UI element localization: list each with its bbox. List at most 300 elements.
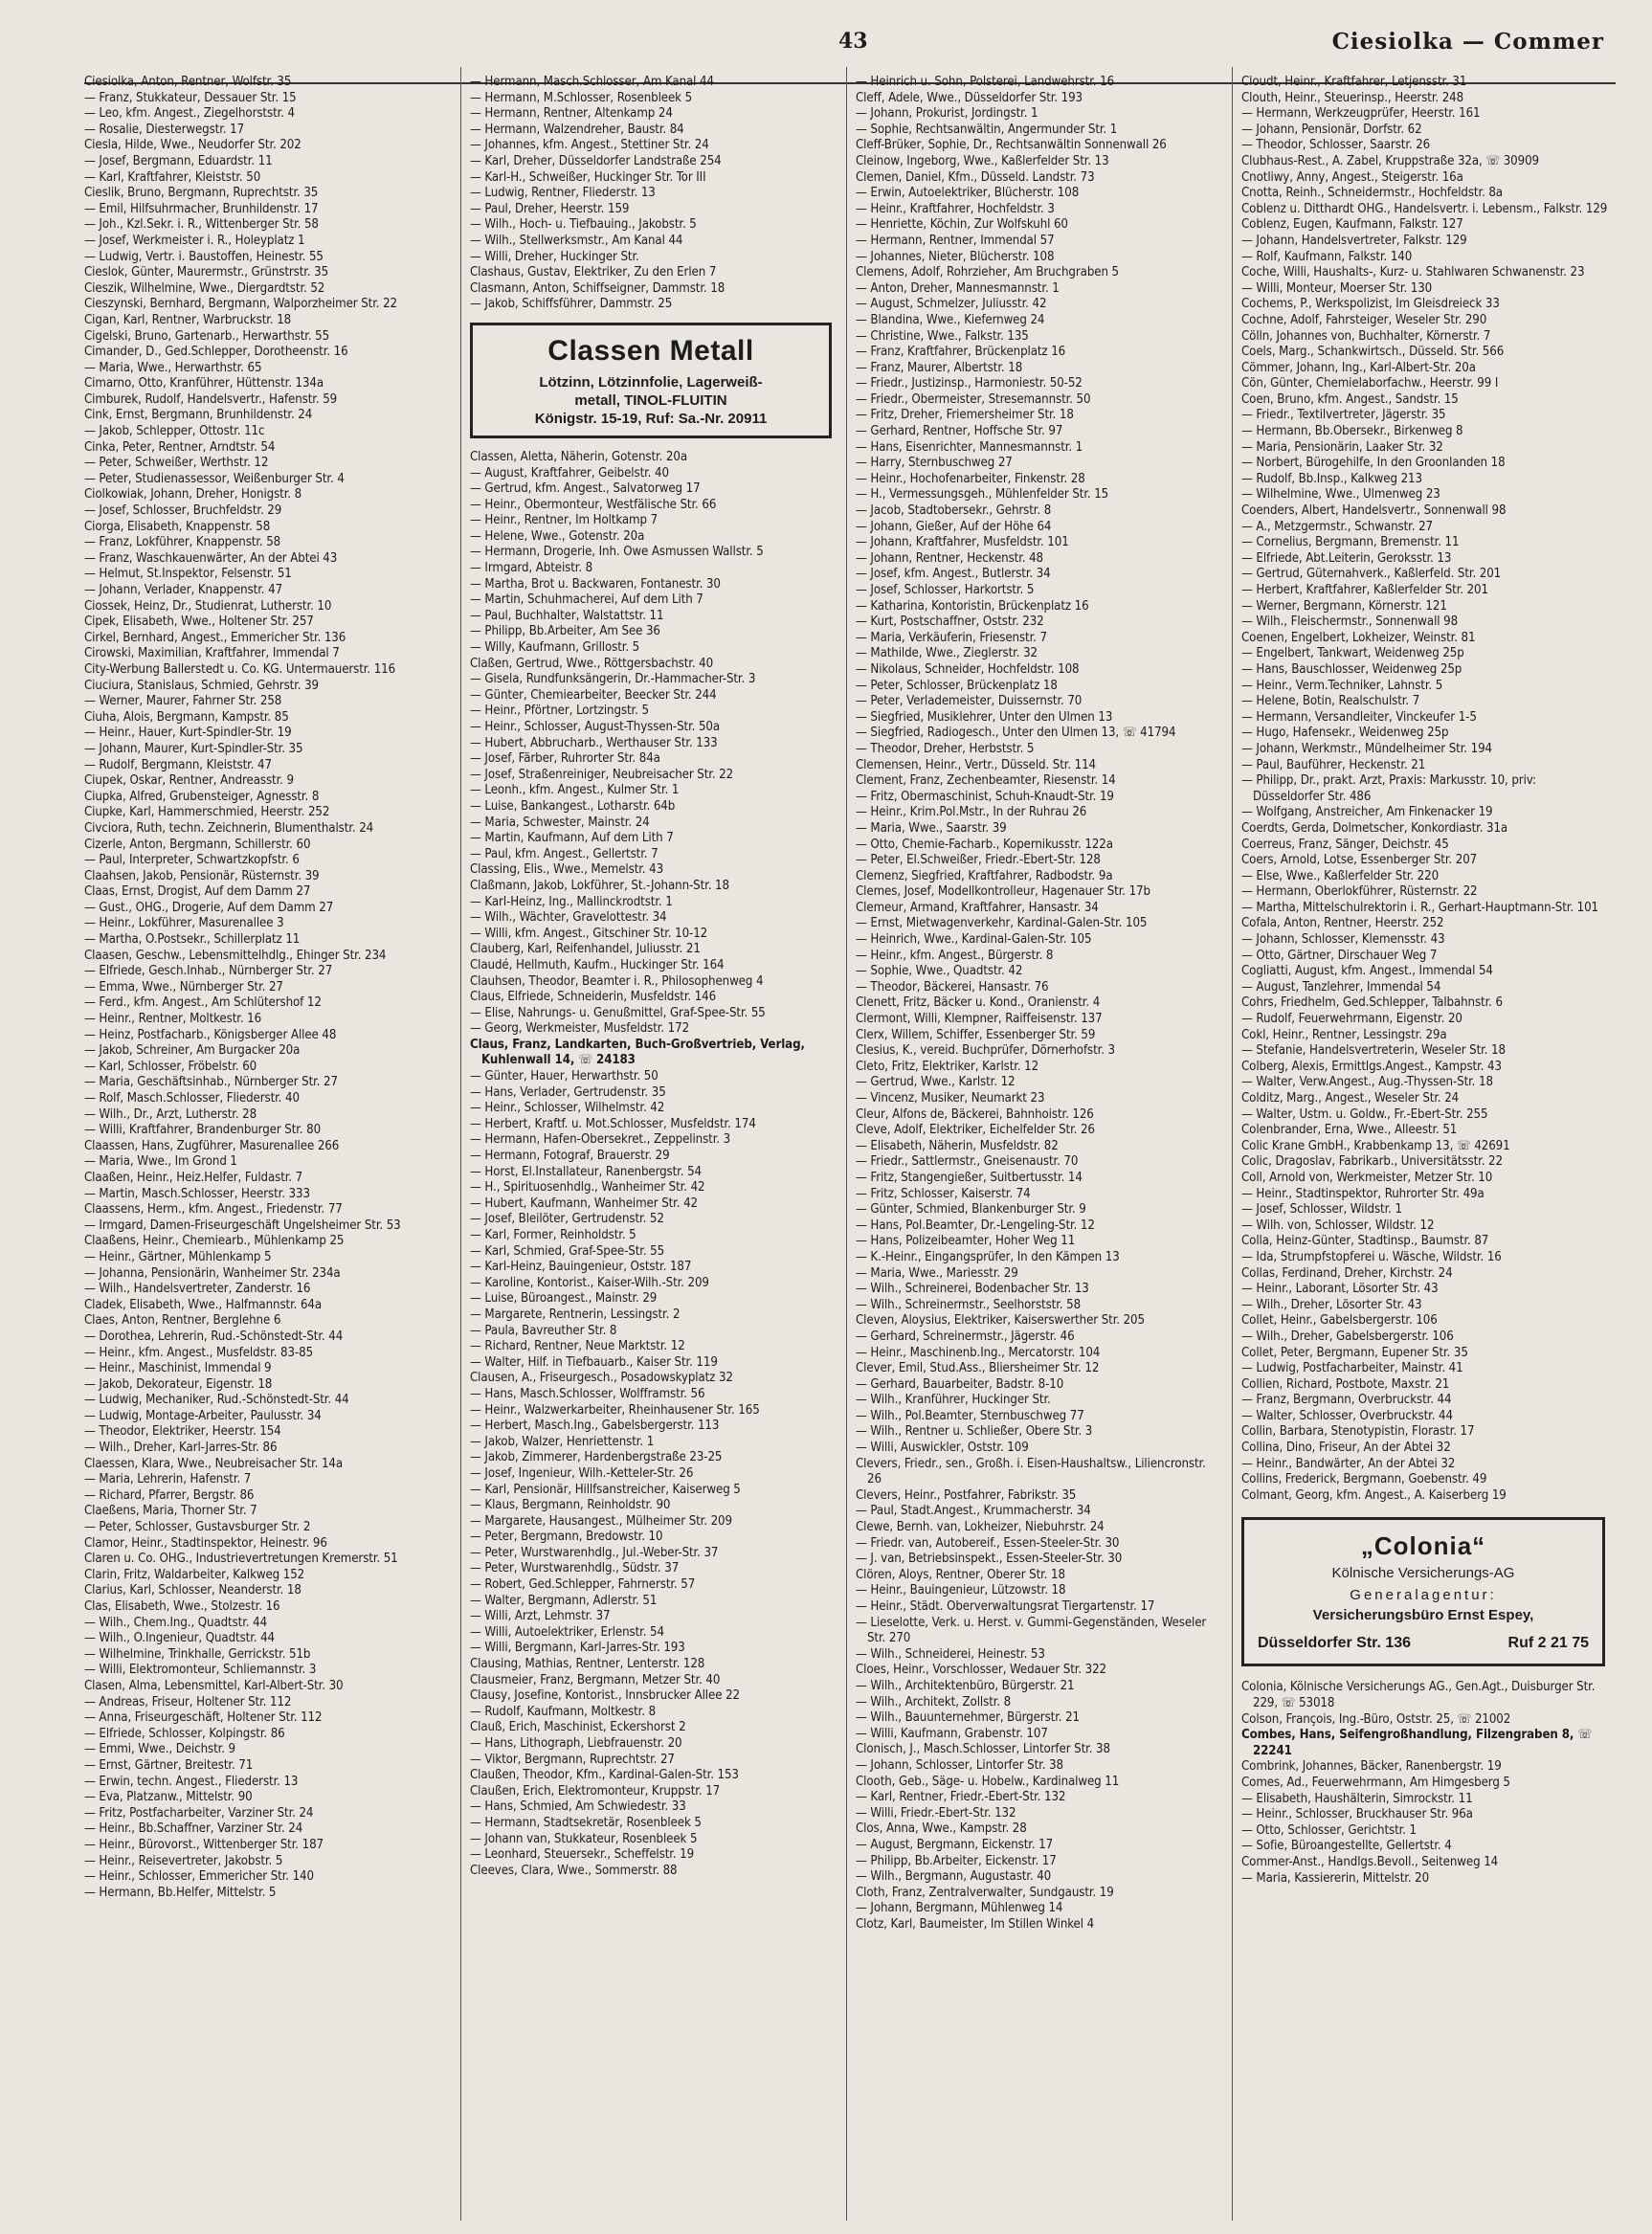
- directory-entry: — Franz, Stukkateur, Dessauer Str. 15: [84, 90, 297, 105]
- directory-entry: — Emma, Wwe., Nürnberger Str. 27: [84, 979, 283, 994]
- directory-entry: Collet, Heinr., Gabelsbergerstr. 106: [1241, 1313, 1438, 1329]
- directory-entry: — Karl-H., Schweißer, Huckinger Str. Tor III: [470, 169, 706, 185]
- directory-entry: — Hugo, Hafensekr., Weidenweg 25p: [1241, 726, 1449, 741]
- directory-entry: — Fritz, Dreher, Friemersheimer Str. 18: [856, 408, 1074, 423]
- directory-entry: — Maria, Geschäftsinhab., Nürnberger Str. 27: [84, 1075, 338, 1090]
- directory-entry: — Josef, Bleilöter, Gertrudenstr. 52: [470, 1212, 664, 1227]
- directory-entry: — Martin, Kaufmann, Auf dem Lith 7: [470, 831, 674, 846]
- directory-entry: City-Werbung Ballerstedt u. Co. KG. Untermauerstr. 116: [84, 661, 396, 677]
- directory-entry: Claahsen, Jakob, Pensionär, Rüsternstr. 39: [84, 868, 320, 883]
- directory-entry: — H., Spirituosenhdlg., Wanheimer Str. 42: [470, 1180, 705, 1195]
- classen-metall-ad: [470, 323, 832, 438]
- directory-entry: — Johannes, Nieter, Blücherstr. 108: [856, 249, 1055, 264]
- directory-entry: Colic, Dragoslav, Fabrikarb., Universitätsstr. 22: [1241, 1154, 1503, 1170]
- directory-entry: — Paula, Bavreuther Str. 8: [470, 1323, 617, 1338]
- directory-entry: — Paul, Interpreter, Schwartzkopfstr. 6: [84, 853, 300, 868]
- directory-entry: Civciora, Ruth, techn. Zeichnerin, Blumenthalstr. 24: [84, 820, 374, 836]
- directory-entry: — Hermann, Oberlokführer, Rüsternstr. 22: [1241, 884, 1478, 900]
- directory-entry: — Maria, Lehrerin, Hafenstr. 7: [84, 1472, 252, 1487]
- directory-columns: [84, 67, 1616, 2221]
- directory-entry: — Heinr., Hochofenarbeiter, Finkenstr. 28: [856, 471, 1085, 486]
- directory-entry: Cölln, Johannes von, Buchhalter, Körnerstr. 7: [1241, 328, 1491, 344]
- directory-entry: Clever, Emil, Stud.Ass., Bliersheimer Str. 12: [856, 1361, 1100, 1376]
- directory-entry: Ciolkowiak, Johann, Dreher, Honigstr. 8: [84, 487, 302, 503]
- directory-entry: — Josef, Färber, Ruhrorter Str. 84a: [470, 751, 660, 767]
- directory-entry: — Walter, Ustm. u. Goldw., Fr.-Ebert-Str. 255: [1241, 1106, 1488, 1122]
- directory-entry: — Heinr., kfm. Angest., Bürgerstr. 8: [856, 948, 1054, 963]
- directory-entry: — Fritz, Stangengießer, Suitbertusstr. 14: [856, 1170, 1083, 1185]
- directory-entry: — Joh., Kzl.Sekr. i. R., Wittenberger Str. 58: [84, 217, 319, 233]
- directory-entry: — Paul, Dreher, Heerstr. 159: [470, 201, 630, 216]
- directory-entry: — Karl, Schmied, Graf-Spee-Str. 55: [470, 1243, 665, 1259]
- directory-entry: — Gertrud, kfm. Angest., Salvatorweg 17: [470, 481, 701, 497]
- directory-entry: — Günter, Hauer, Herwarthstr. 50: [470, 1069, 659, 1084]
- directory-entry: — Philipp, Bb.Arbeiter, Eickenstr. 17: [856, 1853, 1057, 1868]
- directory-entry: Coerreus, Franz, Sänger, Deichstr. 45: [1241, 837, 1449, 852]
- directory-entry: — Wilh., Dreher, Lösorter Str. 43: [1241, 1297, 1422, 1312]
- directory-entry: — Emil, Hilfsuhrmacher, Brunhildenstr. 17: [84, 201, 319, 216]
- directory-entry: — Ida, Strumpfstopferei u. Wäsche, Wildstr. 16: [1241, 1249, 1502, 1264]
- directory-entry: Claaßens, Heinr., Chemiearb., Mühlenkamp 25: [84, 1234, 345, 1249]
- directory-entry: — August, Bergmann, Eickenstr. 17: [856, 1837, 1054, 1852]
- directory-entry: — Johann, Pensionär, Dorfstr. 62: [1241, 122, 1422, 137]
- directory-entry: — Johann, Rentner, Heckenstr. 48: [856, 550, 1044, 566]
- directory-entry: — Jakob, Schreiner, Am Burgacker 20a: [84, 1043, 301, 1059]
- directory-entry: — Peter, Schweißer, Werthstr. 12: [84, 456, 269, 471]
- directory-entry: — Richard, Pfarrer, Bergstr. 86: [84, 1487, 255, 1503]
- directory-entry: — Elisabeth, Näherin, Musfeldstr. 82: [856, 1138, 1059, 1153]
- directory-entry: Cloes, Heinr., Vorschlosser, Wedauer Str. 322: [856, 1663, 1106, 1678]
- directory-entry: — August, Schmelzer, Juliusstr. 42: [856, 297, 1047, 312]
- directory-entry: Ciupke, Karl, Hammerschmied, Heerstr. 252: [84, 805, 330, 820]
- directory-entry: — Wilh., Dreher, Karl-Jarres-Str. 86: [84, 1441, 278, 1456]
- directory-entry: Colenbrander, Erna, Wwe., Alleestr. 51: [1241, 1123, 1458, 1138]
- directory-entry: Cochems, P., Werkspolizist, Im Gleisdreieck 33: [1241, 297, 1500, 312]
- directory-entry: Coche, Willi, Haushalts-, Kurz- u. Stahlwaren Schwanenstr. 23: [1241, 265, 1585, 280]
- directory-entry: Cleff-Brüker, Sophie, Dr., Rechtsanwältin Sonnenwall 26: [856, 138, 1167, 153]
- directory-entry: Cink, Ernst, Bergmann, Brunhildenstr. 24: [84, 408, 313, 423]
- directory-entry: — Willi, Kraftfahrer, Brandenburger Str. 80: [84, 1123, 322, 1138]
- directory-entry: — Maria, Wwe., Herwarthstr. 65: [84, 360, 262, 375]
- directory-entry: — Richard, Rentner, Neue Marktstr. 12: [470, 1339, 685, 1354]
- directory-entry: Clewe, Bernh. van, Lokheizer, Niebuhrstr. 24: [856, 1520, 1105, 1535]
- directory-entry: — Johann, Prokurist, Jordingstr. 1: [856, 106, 1038, 122]
- directory-entry: — Horst, El.Installateur, Ranenbergstr. 54: [470, 1164, 702, 1179]
- directory-entry: — Karl-Heinz, Bauingenieur, Oststr. 187: [470, 1260, 692, 1275]
- directory-entry: — Sofie, Büroangestellte, Gellertstr. 4: [1241, 1839, 1452, 1854]
- directory-entry: Cieszynski, Bernhard, Bergmann, Walporzheimer Str. 22: [84, 297, 397, 312]
- directory-entry: — Irmgard, Abteistr. 8: [470, 561, 593, 576]
- directory-entry: — Willi, Monteur, Moerser Str. 130: [1241, 280, 1433, 296]
- directory-entry: — Hermann, Rentner, Immendal 57: [856, 233, 1055, 248]
- directory-entry: — Friedr. van, Autobereif., Essen-Steeler-Str. 30: [856, 1535, 1120, 1551]
- directory-entry: — Johannes, kfm. Angest., Stettiner Str. 24: [470, 138, 709, 153]
- directory-entry: — Walter, Hilf. in Tiefbauarb., Kaiser Str. 119: [470, 1354, 718, 1370]
- directory-entry: — Herbert, Masch.Ing., Gabelsbergerstr. 113: [470, 1419, 720, 1434]
- directory-entry: — Lieselotte, Verk. u. Herst. v. Gummi-Gegenständen, Weseler Str. 270: [856, 1615, 1207, 1646]
- directory-entry: — Norbert, Bürogehilfe, In den Groonlanden 18: [1241, 456, 1506, 471]
- directory-entry: — Martin, Masch.Schlosser, Heerstr. 333: [84, 1186, 310, 1201]
- directory-entry: Clesius, K., vereid. Buchprüfer, Dörnerhofstr. 3: [856, 1043, 1115, 1059]
- directory-entry: Cokl, Heinr., Rentner, Lessingstr. 29a: [1241, 1027, 1447, 1042]
- page-header: [0, 25, 1652, 63]
- directory-entry: — Johann, Handelsvertreter, Falkstr. 129: [1241, 233, 1467, 248]
- directory-entry: Cipek, Elisabeth, Wwe., Holtener Str. 257: [84, 614, 314, 630]
- running-head: Ciesiolka — Commer: [1331, 29, 1604, 55]
- directory-entry: — Christine, Wwe., Falkstr. 135: [856, 328, 1029, 344]
- directory-entry: — Elfriede, Schlosser, Kolpingstr. 86: [84, 1726, 285, 1741]
- column-divider: [846, 67, 847, 2221]
- directory-entry: Cleff, Adele, Wwe., Düsseldorfer Str. 193: [856, 90, 1083, 105]
- directory-entry: — Peter, Wurstwarenhdlg., Südstr. 37: [470, 1561, 680, 1576]
- directory-entry: — Maria, Kassiererin, Mittelstr. 20: [1241, 1870, 1430, 1886]
- directory-entry: — Wilh., Fleischermstr., Sonnenwall 98: [1241, 614, 1459, 630]
- directory-entry: — Willi, Autoelektriker, Erlenstr. 54: [470, 1624, 664, 1640]
- directory-entry: Cigan, Karl, Rentner, Warbruckstr. 18: [84, 312, 292, 327]
- directory-entry: — Heinrich u. Sohn, Polsterei, Landwehrstr. 16: [856, 75, 1115, 89]
- directory-entry: — Erwin, Autoelektriker, Blücherstr. 108: [856, 186, 1080, 201]
- directory-entry: — Wilh., Dreher, Gabelsbergerstr. 106: [1241, 1329, 1454, 1344]
- directory-entry: Cleve, Adolf, Elektriker, Eichelfelder Str. 26: [856, 1123, 1095, 1138]
- directory-entry: — Wilh., Chem.Ing., Quadtstr. 44: [84, 1615, 268, 1630]
- directory-entry: — Martha, Mittelschulrektorin i. R., Gerhart-Hauptmann-Str. 101: [1241, 900, 1599, 915]
- directory-entry: — Josef, Schlosser, Harkortstr. 5: [856, 583, 1035, 597]
- directory-entry: — Theodor, Dreher, Herbststr. 5: [856, 741, 1035, 756]
- directory-entry: Combes, Hans, Seifengroßhandlung, Filzengraben 8, ☏ 22241: [1241, 1728, 1593, 1758]
- directory-entry: — Heinr., Verm.Techniker, Lahnstr. 5: [1241, 678, 1443, 693]
- directory-entry: Clonisch, J., Masch.Schlosser, Lintorfer Str. 38: [856, 1742, 1110, 1757]
- directory-entry: — Dorothea, Lehrerin, Rud.-Schönstedt-Str. 44: [84, 1329, 344, 1344]
- directory-entry: — A., Metzgermstr., Schwanstr. 27: [1241, 519, 1433, 534]
- ad-line: Generalagentur:: [1350, 1587, 1497, 1604]
- directory-entry: — Wilh., Pol.Beamter, Sternbuschweg 77: [856, 1408, 1084, 1423]
- directory-entry: Coers, Arnold, Lotse, Essenberger Str. 207: [1241, 853, 1478, 868]
- ad-line: Kölnische Versicherungs-AG: [1331, 1565, 1515, 1582]
- directory-entry: — Sophie, Wwe., Quadtstr. 42: [856, 964, 1023, 979]
- directory-entry: Cimander, D., Ged.Schlepper, Dorotheenstr. 16: [84, 345, 348, 360]
- directory-entry: — Martin, Schuhmacherei, Auf dem Lith 7: [470, 592, 703, 608]
- directory-entry: Clotz, Karl, Baumeister, Im Stillen Winkel 4: [856, 1916, 1095, 1932]
- column-1: [84, 75, 452, 2219]
- directory-entry: — Ludwig, Rentner, Fliederstr. 13: [470, 186, 656, 201]
- directory-entry: Colic Krane GmbH., Krabbenkamp 13, ☏ 42691: [1241, 1138, 1510, 1153]
- directory-entry: — Anna, Friseurgeschäft, Holtener Str. 112: [84, 1710, 323, 1726]
- directory-entry: Cirowski, Maximilian, Kraftfahrer, Immendal 7: [84, 646, 340, 661]
- directory-entry: — Wilh. von, Schlosser, Wildstr. 12: [1241, 1218, 1435, 1233]
- directory-entry: Clausy, Josefine, Kontorist., Innsbrucker Allee 22: [470, 1688, 740, 1704]
- directory-entry: — Siegfried, Radiogesch., Unter den Ulmen 13, ☏ 41794: [856, 726, 1176, 741]
- directory-entry: Ciorga, Elisabeth, Knappenstr. 58: [84, 519, 271, 534]
- directory-entry: — Otto, Gärtner, Dirschauer Weg 7: [1241, 948, 1438, 963]
- directory-entry: Clausing, Mathias, Rentner, Lenterstr. 128: [470, 1657, 705, 1672]
- directory-entry: — Wilh., Schneiderei, Heinestr. 53: [856, 1646, 1045, 1662]
- directory-entry: — Hermann, Hafen-Obersekret., Zeppelinstr. 3: [470, 1132, 731, 1148]
- directory-entry: — Willi, Elektromonteur, Schliemannstr. 3: [84, 1663, 317, 1678]
- directory-entry: Cohrs, Friedhelm, Ged.Schlepper, Talbahnstr. 6: [1241, 995, 1503, 1011]
- directory-entry: Cofala, Anton, Rentner, Heerstr. 252: [1241, 916, 1444, 931]
- directory-entry: Cigelski, Bruno, Gartenarb., Herwarthstr. 55: [84, 328, 330, 344]
- directory-entry: — Hans, Pol.Beamter, Dr.-Lengeling-Str. 12: [856, 1218, 1095, 1233]
- directory-entry: — Nikolaus, Schneider, Hochfeldstr. 108: [856, 661, 1080, 677]
- directory-entry: — Fritz, Postfacharbeiter, Varziner Str. 24: [84, 1805, 314, 1821]
- directory-entry: — Helene, Botin, Realschulstr. 7: [1241, 694, 1420, 709]
- directory-entry: — Hubert, Kaufmann, Wanheimer Str. 42: [470, 1195, 698, 1211]
- directory-entry: Coenen, Engelbert, Lokheizer, Weinstr. 81: [1241, 630, 1476, 645]
- directory-entry: — Philipp, Bb.Arbeiter, Am See 36: [470, 624, 660, 639]
- directory-entry: — Margarete, Hausangest., Mülheimer Str. 209: [470, 1513, 732, 1529]
- ad-title: „Colonia“: [1360, 1531, 1486, 1561]
- directory-entry: Cloth, Franz, Zentralverwalter, Sundgaustr. 19: [856, 1885, 1114, 1900]
- directory-entry: — Friedr., Sattlermstr., Gneisenaustr. 70: [856, 1154, 1079, 1170]
- directory-entry: — Hans, Lithograph, Liebfrauenstr. 20: [470, 1736, 682, 1751]
- directory-entry: — Heinr., Hauer, Kurt-Spindler-Str. 19: [84, 726, 292, 741]
- directory-entry: Clemenz, Siegfried, Kraftfahrer, Radbodstr. 9a: [856, 868, 1113, 883]
- directory-entry: — Johann, Schlosser, Lintorfer Str. 38: [856, 1757, 1063, 1773]
- directory-entry: Clemens, Adolf, Rohrzieher, Am Bruchgraben 5: [856, 265, 1119, 280]
- directory-entry: — Günter, Chemiearbeiter, Beecker Str. 244: [470, 687, 717, 703]
- directory-entry: — Heinr., Rentner, Moltkestr. 16: [84, 1012, 262, 1027]
- directory-entry: — Willi, Kaufmann, Grabenstr. 107: [856, 1726, 1048, 1741]
- column-divider: [460, 67, 461, 2221]
- directory-entry: — Maria, Verkäuferin, Friesenstr. 7: [856, 630, 1047, 645]
- directory-entry: Ciuciura, Stanislaus, Schmied, Gehrstr. 39: [84, 678, 319, 693]
- directory-entry: — Maria, Wwe., Im Grond 1: [84, 1154, 237, 1170]
- directory-entry: — Elfriede, Abt.Leiterin, Geroksstr. 13: [1241, 550, 1452, 566]
- directory-entry: Cnotliwy, Anny, Angest., Steigerstr. 16a: [1241, 169, 1463, 185]
- directory-entry: — Herbert, Kraftfahrer, Kaßlerfelder Str. 201: [1241, 583, 1488, 597]
- directory-entry: — Friedr., Obermeister, Stresemannstr. 50: [856, 391, 1091, 407]
- directory-entry: — Peter, Schlosser, Gustavsburger Str. 2: [84, 1520, 311, 1535]
- directory-entry: Collet, Peter, Bergmann, Eupener Str. 35: [1241, 1345, 1468, 1360]
- directory-entry: — Maria, Wwe., Mariesstr. 29: [856, 1265, 1018, 1281]
- directory-entry: Claassen, Hans, Zugführer, Masurenallee 266: [84, 1138, 340, 1153]
- directory-entry: Cloudt, Heinr., Kraftfahrer, Letjensstr. 31: [1241, 75, 1467, 89]
- directory-entry: — Josef, Werkmeister i. R., Holeyplatz 1: [84, 233, 305, 248]
- directory-entry: Coll, Arnold von, Werkmeister, Metzer Str. 10: [1241, 1170, 1493, 1185]
- directory-entry: Classen, Aletta, Näherin, Gotenstr. 20a: [470, 449, 687, 464]
- directory-entry: Clamor, Heinr., Stadtinspektor, Heinestr. 96: [84, 1535, 327, 1551]
- directory-entry: — Mathilde, Wwe., Zieglerstr. 32: [856, 646, 1038, 661]
- directory-entry: — Heinr., Schlosser, August-Thyssen-Str. 50a: [470, 720, 721, 734]
- directory-entry: Coblenz u. Ditthardt OHG., Handelsvertr. i. Lebensm., Falkstr. 129: [1241, 201, 1608, 216]
- ad-line: Versicherungsbüro Ernst Espey,: [1312, 1607, 1534, 1624]
- directory-entry: — Johann, Verlader, Knappenstr. 47: [84, 583, 283, 597]
- directory-entry: — Paul, kfm. Angest., Gellertstr. 7: [470, 846, 659, 861]
- directory-entry: Clemeur, Armand, Kraftfahrer, Hansastr. 34: [856, 900, 1099, 915]
- directory-entry: Clauß, Erich, Maschinist, Eckershorst 2: [470, 1720, 686, 1735]
- directory-entry: — Johann, Maurer, Kurt-Spindler-Str. 35: [84, 741, 303, 756]
- directory-entry: — Wilh., Architekt, Zollstr. 8: [856, 1694, 1012, 1709]
- directory-entry: — Josef, Schlosser, Wildstr. 1: [1241, 1202, 1402, 1218]
- directory-entry: Clemen, Daniel, Kfm., Düsseld. Landstr. 73: [856, 169, 1095, 185]
- directory-entry: — Walter, Schlosser, Overbruckstr. 44: [1241, 1408, 1453, 1423]
- directory-entry: — Werner, Maurer, Fahrner Str. 258: [84, 694, 282, 709]
- directory-entry: — Wilh., Dr., Arzt, Lutherstr. 28: [84, 1106, 257, 1122]
- directory-entry: Cömmer, Johann, Ing., Karl-Albert-Str. 20a: [1241, 360, 1476, 375]
- directory-entry: Clarius, Karl, Schlosser, Neanderstr. 18: [84, 1583, 301, 1598]
- directory-entry: — Josef, Ingenieur, Wilh.-Ketteler-Str. 26: [470, 1465, 694, 1481]
- ad-line: Königstr. 15-19, Ruf: Sa.-Nr. 20911: [534, 410, 768, 427]
- directory-entry: — Otto, Schlosser, Gerichtstr. 1: [1241, 1822, 1418, 1838]
- directory-entry: Cleto, Fritz, Elektriker, Karlstr. 12: [856, 1059, 1039, 1074]
- directory-entry: Clerx, Willem, Schiffer, Essenberger Str. 59: [856, 1027, 1096, 1042]
- directory-entry: — Fritz, Obermaschinist, Schuh-Knaudt-Str. 19: [856, 789, 1114, 804]
- directory-entry: Colberg, Alexis, Ermittlgs.Angest., Kampstr. 43: [1241, 1059, 1502, 1074]
- directory-entry: — Wilh., Rentner u. Schließer, Obere Str. 3: [856, 1424, 1093, 1440]
- directory-entry: — Jakob, Walzer, Henriettenstr. 1: [470, 1434, 655, 1449]
- directory-entry: Claßen, Gertrud, Wwe., Röttgersbachstr. 40: [470, 656, 714, 671]
- directory-entry: — Elisabeth, Haushälterin, Simrockstr. 11: [1241, 1791, 1473, 1806]
- directory-entry: — Karl, Rentner, Friedr.-Ebert-Str. 132: [856, 1790, 1066, 1805]
- directory-entry: — Hermann, Bb.Helfer, Mittelstr. 5: [84, 1885, 277, 1900]
- directory-entry: Ciupek, Oskar, Rentner, Andreasstr. 9: [84, 773, 294, 789]
- directory-entry: — Heinr., kfm. Angest., Musfeldstr. 83-85: [84, 1345, 314, 1360]
- directory-entry: — Viktor, Bergmann, Ruprechtstr. 27: [470, 1752, 675, 1767]
- directory-entry: — Günter, Schmied, Blankenburger Str. 9: [856, 1202, 1086, 1218]
- directory-entry: — Paul, Stadt.Angest., Krummacherstr. 34: [856, 1504, 1091, 1519]
- directory-entry: — Luise, Bankangest., Lotharstr. 64b: [470, 798, 676, 814]
- directory-entry: Cladek, Elisabeth, Wwe., Halfmannstr. 64a: [84, 1297, 323, 1312]
- directory-entry: — Leo, kfm. Angest., Ziegelhorststr. 4: [84, 106, 295, 122]
- directory-entry: — Ludwig, Vertr. i. Baustoffen, Heinestr. 55: [84, 249, 324, 264]
- directory-entry: — Herbert, Kraftf. u. Mot.Schlosser, Musfeldstr. 174: [470, 1116, 756, 1131]
- directory-entry: Cleinow, Ingeborg, Wwe., Kaßlerfelder Str. 13: [856, 153, 1109, 168]
- directory-entry: — Heinr., Schlosser, Emmericher Str. 140: [84, 1869, 314, 1885]
- directory-entry: — Gisela, Rundfunksängerin, Dr.-Hammacher-Str. 3: [470, 672, 756, 687]
- directory-entry: — Peter, Verlademeister, Duissernstr. 70: [856, 694, 1083, 709]
- directory-entry: — Wilh., Architektenbüro, Bürgerstr. 21: [856, 1678, 1075, 1693]
- column-3: [856, 75, 1223, 2219]
- directory-entry: — Helmut, St.Inspektor, Felsenstr. 51: [84, 567, 292, 582]
- directory-entry: — Fritz, Schlosser, Kaiserstr. 74: [856, 1186, 1031, 1201]
- directory-entry: Combrink, Johannes, Bäcker, Ranenbergstr. 19: [1241, 1759, 1502, 1775]
- directory-entry: Cieslok, Günter, Maurermstr., Grünstrstr. 35: [84, 265, 329, 280]
- directory-entry: Clenett, Fritz, Bäcker u. Kond., Oranienstr. 4: [856, 995, 1101, 1011]
- directory-entry: Colla, Heinz-Günter, Stadtinsp., Baumstr. 87: [1241, 1234, 1489, 1249]
- directory-entry: Claes, Anton, Rentner, Berglehne 6: [84, 1313, 281, 1329]
- directory-entry: — Hermann, M.Schlosser, Rosenbleek 5: [470, 90, 693, 105]
- directory-entry: — Vincenz, Musiker, Neumarkt 23: [856, 1091, 1045, 1106]
- directory-entry: Cnotta, Reinh., Schneidermstr., Hochfeldstr. 8a: [1241, 186, 1503, 201]
- directory-entry: — Wolfgang, Anstreicher, Am Finkenacker 19: [1241, 805, 1493, 820]
- directory-entry: Clemensen, Heinr., Vertr., Düsseld. Str. 114: [856, 757, 1097, 772]
- directory-entry: — J. van, Betriebsinspekt., Essen-Steeler-Str. 30: [856, 1552, 1123, 1567]
- ad-line: metall, TINOL-FLUITIN: [574, 391, 727, 409]
- directory-entry: — Franz, Waschkauenwärter, An der Abtei 43: [84, 550, 338, 566]
- directory-entry: — Willi, Dreher, Huckinger Str.: [470, 249, 639, 264]
- directory-entry: — Ludwig, Postfacharbeiter, Mainstr. 41: [1241, 1361, 1463, 1376]
- directory-entry: — Hans, Polizeibeamter, Hoher Weg 11: [856, 1234, 1076, 1249]
- directory-entry: Claus, Franz, Landkarten, Buch-Großvertrieb, Verlag, Kuhlenwall 14, ☏ 24183: [470, 1037, 805, 1068]
- directory-entry: — Leonhard, Steuersekr., Scheffelstr. 19: [470, 1847, 695, 1863]
- directory-entry: — Hermann, Bb.Obersekr., Birkenweg 8: [1241, 424, 1463, 439]
- directory-entry: — Heinrich, Wwe., Kardinal-Galen-Str. 105: [856, 932, 1092, 948]
- directory-entry: — Friedr., Justizinsp., Harmoniestr. 50-52: [856, 376, 1083, 391]
- directory-entry: — Ernst, Mietwagenverkehr, Kardinal-Galen-Str. 105: [856, 916, 1148, 931]
- directory-entry: — Margarete, Rentnerin, Lessingstr. 2: [470, 1307, 681, 1322]
- directory-entry: Cirkel, Bernhard, Angest., Emmericher Str. 136: [84, 630, 346, 645]
- directory-entry: — Johann, Gießer, Auf der Höhe 64: [856, 519, 1052, 534]
- directory-entry: — Philipp, Dr., prakt. Arzt, Praxis: Markusstr. 10, priv: Düsseldorfer Str. 486: [1241, 773, 1536, 804]
- directory-entry: Claaßen, Heinr., Heiz.Helfer, Fuldastr. 7: [84, 1170, 303, 1185]
- directory-entry: — Jacob, Stadtobersekr., Gehrstr. 8: [856, 503, 1052, 519]
- directory-entry: Ciuha, Alois, Bergmann, Kampstr. 85: [84, 709, 289, 725]
- directory-entry: — Josef, Schlosser, Bruchfeldstr. 29: [84, 503, 282, 519]
- directory-entry: — Gerhard, Schreinermstr., Jägerstr. 46: [856, 1329, 1075, 1344]
- directory-entry: — Friedr., Textilvertreter, Jägerstr. 35: [1241, 408, 1446, 423]
- directory-entry: — Willi, Friedr.-Ebert-Str. 132: [856, 1805, 1016, 1821]
- directory-entry: — Heinr., Bandwärter, An der Abtei 32: [1241, 1456, 1456, 1471]
- directory-entry: — Rudolf, Bb.Insp., Kalkweg 213: [1241, 471, 1422, 486]
- directory-entry: Clermont, Willi, Klempner, Raiffeisenstr. 137: [856, 1012, 1103, 1027]
- directory-entry: — Karoline, Kontorist., Kaiser-Wilh.-Str. 209: [470, 1275, 709, 1290]
- directory-entry: — Maria, Wwe., Saarstr. 39: [856, 820, 1007, 836]
- directory-entry: — Wilh., Bauunternehmer, Bürgerstr. 21: [856, 1710, 1081, 1726]
- directory-entry: Clasen, Alma, Lebensmittel, Karl-Albert-Str. 30: [84, 1678, 344, 1693]
- directory-entry: — Heinr., Pförtner, Lortzingstr. 5: [470, 704, 649, 719]
- directory-entry: — Gertrud, Wwe., Karlstr. 12: [856, 1075, 1016, 1090]
- directory-entry: — K.-Heinr., Eingangsprüfer, In den Kämpen 13: [856, 1249, 1120, 1264]
- directory-entry: — Hermann, Drogerie, Inh. Owe Asmussen Wallstr. 5: [470, 545, 764, 560]
- directory-entry: — Heinr., Laborant, Lösorter Str. 43: [1241, 1282, 1439, 1297]
- directory-entry: — Rolf, Masch.Schlosser, Fliederstr. 40: [84, 1091, 300, 1106]
- directory-entry: — Heinr., Kraftfahrer, Hochfeldstr. 3: [856, 201, 1055, 216]
- directory-entry: — Ludwig, Mechaniker, Rud.-Schönstedt-Str. 44: [84, 1393, 349, 1408]
- column-4: [1241, 75, 1609, 2219]
- directory-entry: — Franz, Maurer, Albertstr. 18: [856, 360, 1023, 375]
- directory-entry: Claren u. Co. OHG., Industrievertretungen Kremerstr. 51: [84, 1552, 398, 1567]
- directory-entry: — Hans, Bauschlosser, Weidenweg 25p: [1241, 661, 1462, 677]
- ad-footer: [1252, 1635, 1595, 1652]
- directory-entry: — Franz, Kraftfahrer, Brückenplatz 16: [856, 345, 1066, 360]
- directory-entry: Cimburek, Rudolf, Handelsvertr., Hafenstr. 59: [84, 391, 338, 407]
- directory-entry: Collins, Frederick, Bergmann, Goebenstr. 49: [1241, 1472, 1487, 1487]
- directory-entry: — Engelbert, Tankwart, Weidenweg 25p: [1241, 646, 1464, 661]
- directory-entry: — Ludwig, Montage-Arbeiter, Paulusstr. 34: [84, 1408, 322, 1423]
- directory-entry: Claßmann, Jakob, Lokführer, St.-Johann-Str. 18: [470, 878, 729, 893]
- directory-entry: — Eva, Platzanw., Mittelstr. 90: [84, 1790, 253, 1805]
- directory-entry: — Heinr., Lokführer, Masurenallee 3: [84, 916, 284, 931]
- directory-entry: Colmant, Georg, kfm. Angest., A. Kaiserberg 19: [1241, 1487, 1507, 1503]
- directory-entry: Colonia, Kölnische Versicherungs AG., Gen.Agt., Duisburger Str. 229, ☏ 53018: [1241, 1680, 1596, 1711]
- directory-entry: — Johann, Bergmann, Mühlenweg 14: [856, 1901, 1063, 1916]
- directory-entry: Cochne, Adolf, Fahrsteiger, Weseler Str. 290: [1241, 312, 1487, 327]
- directory-entry: — Peter, El.Schweißer, Friedr.-Ebert-Str. 128: [856, 853, 1101, 868]
- directory-entry: Coels, Marg., Schankwirtsch., Düsseld. Str. 566: [1241, 345, 1505, 360]
- directory-entry: — Rudolf, Kaufmann, Moltkestr. 8: [470, 1704, 657, 1719]
- directory-entry: — Hermann, Fotograf, Brauerstr. 29: [470, 1149, 670, 1164]
- directory-entry: — Theodor, Elektriker, Heerstr. 154: [84, 1424, 281, 1440]
- directory-entry: — Rudolf, Bergmann, Kleiststr. 47: [84, 757, 272, 772]
- directory-entry: — Irmgard, Damen-Friseurgeschäft Ungelsheimer Str. 53: [84, 1218, 401, 1233]
- directory-entry: — Gerhard, Bauarbeiter, Badstr. 8-10: [856, 1376, 1064, 1392]
- directory-entry: — Johanna, Pensionärin, Wanheimer Str. 234a: [84, 1265, 341, 1281]
- directory-entry: — Maria, Pensionärin, Laaker Str. 32: [1241, 439, 1443, 455]
- directory-entry: — Heinr., Reisevertreter, Jakobstr. 5: [84, 1853, 283, 1868]
- directory-entry: Clören, Aloys, Rentner, Oberer Str. 18: [856, 1567, 1065, 1582]
- directory-entry: Clashaus, Gustav, Elektriker, Zu den Erlen 7: [470, 265, 717, 280]
- directory-entry: Cimarno, Otto, Kranführer, Hüttenstr. 134a: [84, 376, 324, 391]
- directory-entry: — Hans, Eisenrichter, Mannesmannstr. 1: [856, 439, 1083, 455]
- ad-line: Lötzinn, Lötzinnfolie, Lagerweiß-: [539, 373, 763, 391]
- directory-entry: — Peter, Bergmann, Bredowstr. 10: [470, 1530, 663, 1545]
- directory-entry: — Heinr., Maschinenb.Ing., Mercatorstr. 104: [856, 1345, 1101, 1360]
- directory-entry: — Karl, Kraftfahrer, Kleiststr. 50: [84, 169, 261, 185]
- directory-entry: Ciossek, Heinz, Dr., Studienrat, Lutherstr. 10: [84, 598, 332, 614]
- directory-entry: — August, Kraftfahrer, Geibelstr. 40: [470, 465, 669, 480]
- directory-entry: Claeßens, Maria, Thorner Str. 7: [84, 1504, 257, 1519]
- directory-entry: — Hermann, Versandleiter, Vinckeufer 1-5: [1241, 709, 1477, 725]
